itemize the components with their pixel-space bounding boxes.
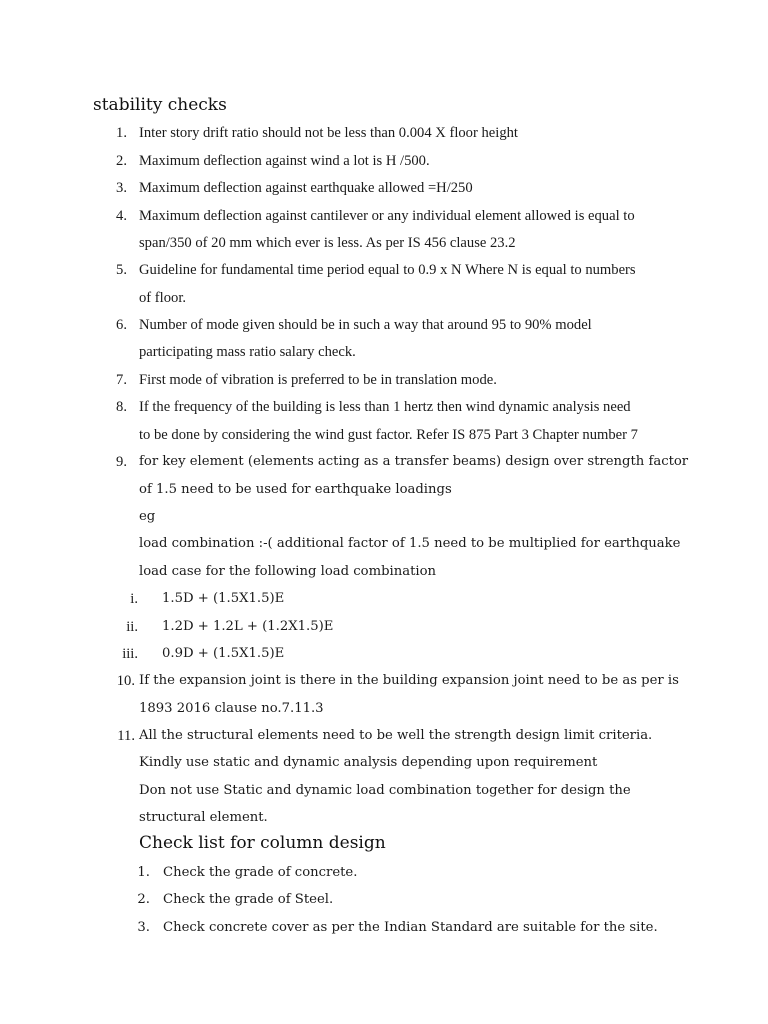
list-item-text: eg — [139, 509, 156, 524]
list-marker: 1. — [116, 125, 127, 141]
list-marker: 5. — [116, 262, 127, 278]
section-heading-column-design: Check list for column design — [139, 833, 386, 853]
checklist-item-text: Check concrete cover as per the Indian Standard are suitable for the site. — [163, 920, 658, 935]
list-item-text: Number of mode given should be in such a way that around 95 to 90% model — [139, 317, 592, 333]
list-marker: 3. — [116, 180, 127, 196]
list-item-text: Inter story drift ratio should not be less than 0.004 X floor height — [139, 125, 518, 141]
list-item-text: Maximum deflection against cantilever or any individual element allowed is equal to — [139, 208, 635, 224]
list-marker: 8. — [116, 399, 127, 415]
list-item-text: participating mass ratio salary check. — [139, 344, 356, 360]
list-item-text: for key element (elements acting as a transfer beams) design over strength factor — [139, 454, 689, 469]
checklist-marker: 1. — [137, 865, 150, 880]
list-item-text: If the expansion joint is there in the building expansion joint need to be as per is — [139, 673, 679, 688]
list-item-text: load case for the following load combination — [139, 564, 437, 579]
list-item-text: Maximum deflection against wind a lot is H /500. — [139, 153, 430, 169]
section-heading-stability-checks: stability checks — [93, 95, 227, 115]
list-item-text: of floor. — [139, 290, 187, 306]
list-item-text: If the frequency of the building is less than 1 hertz then wind dynamic analysis need — [139, 399, 631, 415]
sub-list-item-text: 0.9D + (1.5X1.5)E — [162, 646, 285, 661]
list-item-text: Maximum deflection against earthquake allowed =H/250 — [139, 180, 473, 196]
list-item-text: of 1.5 need to be used for earthquake loadings — [139, 482, 452, 497]
list-marker: 2. — [116, 153, 127, 169]
list-item-text: span/350 of 20 mm which ever is less. As per IS 456 clause 23.2 — [139, 235, 516, 251]
list-marker: 6. — [116, 317, 127, 333]
list-item-text: 1893 2016 clause no.7.11.3 — [139, 701, 324, 716]
checklist-item-text: Check the grade of concrete. — [163, 865, 358, 880]
checklist-marker: 2. — [137, 892, 150, 907]
list-marker: 11. — [117, 728, 135, 744]
sub-list-marker: i. — [130, 591, 138, 607]
list-item-text: Kindly use static and dynamic analysis depending upon requirement — [139, 755, 598, 770]
sub-list-item-text: 1.5D + (1.5X1.5)E — [162, 591, 285, 606]
list-marker: 10. — [116, 673, 135, 689]
sub-list-marker: ii. — [126, 619, 138, 635]
checklist-marker: 3. — [137, 920, 150, 935]
sub-list-item-text: 1.2D + 1.2L + (1.2X1.5)E — [162, 619, 334, 634]
list-item-text: First mode of vibration is preferred to be in translation mode. — [139, 372, 497, 388]
checklist-item-text: Check the grade of Steel. — [163, 892, 334, 907]
list-item-text: Don not use Static and dynamic load combination together for design the — [139, 783, 631, 798]
list-marker: 9. — [116, 454, 127, 470]
sub-list-marker: iii. — [122, 646, 138, 662]
list-marker: 7. — [116, 372, 127, 388]
list-item-text: load combination :-( additional factor of 1.5 need to be multiplied for earthquake — [139, 536, 681, 551]
list-item-text: All the structural elements need to be well the strength design limit criteria. — [139, 728, 653, 743]
list-marker: 4. — [116, 208, 127, 224]
list-item-text: structural element. — [139, 810, 268, 825]
list-item-text: to be done by considering the wind gust factor. Refer IS 875 Part 3 Chapter number 7 — [139, 427, 638, 443]
list-item-text: Guideline for fundamental time period equal to 0.9 x N Where N is equal to numbers — [139, 262, 636, 278]
